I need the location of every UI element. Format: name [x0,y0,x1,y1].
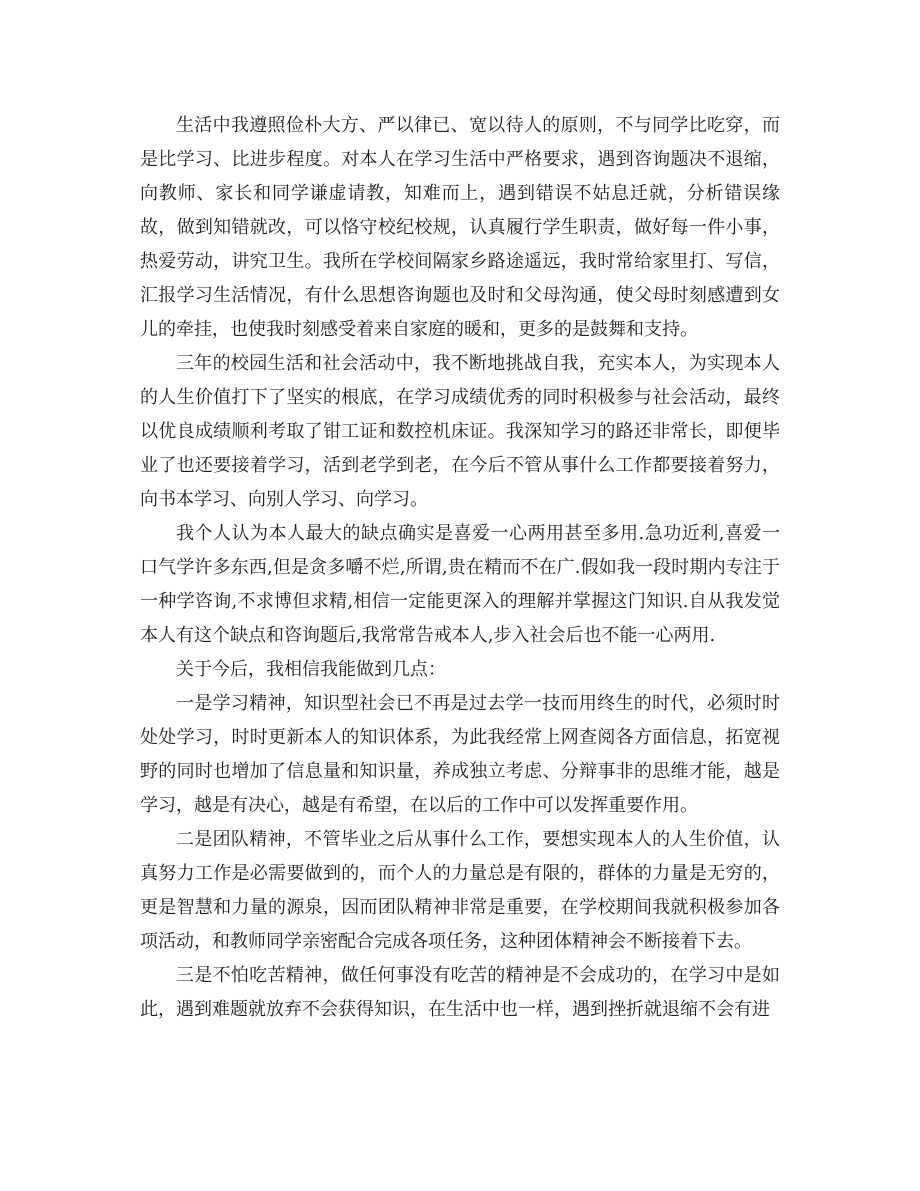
paragraph-learning-spirit: 一是学习精神，知识型社会已不再是过去学一技而用终生的时代，必须时时处处学习，时时更新本人的知识体系，为此我经常上网查阅各方面信息，拓宽视野的同时也增加了信息量和知识量，养成独立考虑、分辩事非的思维才能，越是学习，越是有决心，越是有希望，在以后的工作中可以发挥重要作用。 [140,693,780,816]
paragraph-shortcomings: 我个人认为本人最大的缺点确实是喜爱一心两用甚至多用.急功近利,喜爱一口气学许多东西,但是贪多嚼不烂,所谓,贵在精而不在广.假如我一段时期内专注于一种学咨询,不求博但求精,相信一定能更深入的理解并掌握这门知识.自从我发觉本人有这个缺点和咨询题后,我常常告戒本人,步入社会后也不能一心两用. [140,523,780,646]
paragraph-campus-activities: 三年的校园生活和社会活动中，我不断地挑战自我，充实本人，为实现本人的人生价值打下了坚实的根底，在学习成绩优秀的同时积极参与社会活动，最终以优良成绩顺利考取了钳工证和数控机床证。我深知学习的路还非常长，即便毕业了也还要接着学习，活到老学到老，在今后不管从事什么工作都要接着努力，向书本学习、向别人学习、向学习。 [140,353,780,510]
paragraph-team-spirit: 二是团队精神，不管毕业之后从事什么工作，要想实现本人的人生价值，认真努力工作是必需要做到的，而个人的力量总是有限的，群体的力量是无穷的，更是智慧和力量的源泉，因而团队精神非常是重要，在学校期间我就积极参加各项活动，和教师同学亲密配合完成各项任务，这种团体精神会不断接着下去。 [140,829,780,952]
paragraph-hardworking-spirit: 三是不怕吃苦精神，做任何事没有吃苦的精神是不会成功的，在学习中是如此，遇到难题就放弃不会获得知识，在生活中也一样，遇到挫折就退缩不会有进 [140,965,780,1020]
paragraph-life-principles: 生活中我遵照俭朴大方、严以律已、宽以待人的原则，不与同学比吃穿，而是比学习、比进步程度。对本人在学习生活中严格要求，遇到咨询题决不退缩，向教师、家长和同学谦虚请教，知难而上，遇到错误不姑息迁就，分析错误缘故，做到知错就改，可以恪守校纪校规，认真履行学生职责，做好每一件小事，热爱劳动，讲究卫生。我所在学校间隔家乡路途遥远，我时常给家里打、写信，汇报学习生活情况，有什么思想咨询题也及时和父母沟通，使父母时刻感遭到女儿的牵挂，也使我时刻感受着来自家庭的暖和，更多的是鼓舞和支持。 [140,115,780,340]
document-body [140,109,780,1027]
paragraph-future-intro: 关于今后，我相信我能做到几点： [176,659,446,680]
